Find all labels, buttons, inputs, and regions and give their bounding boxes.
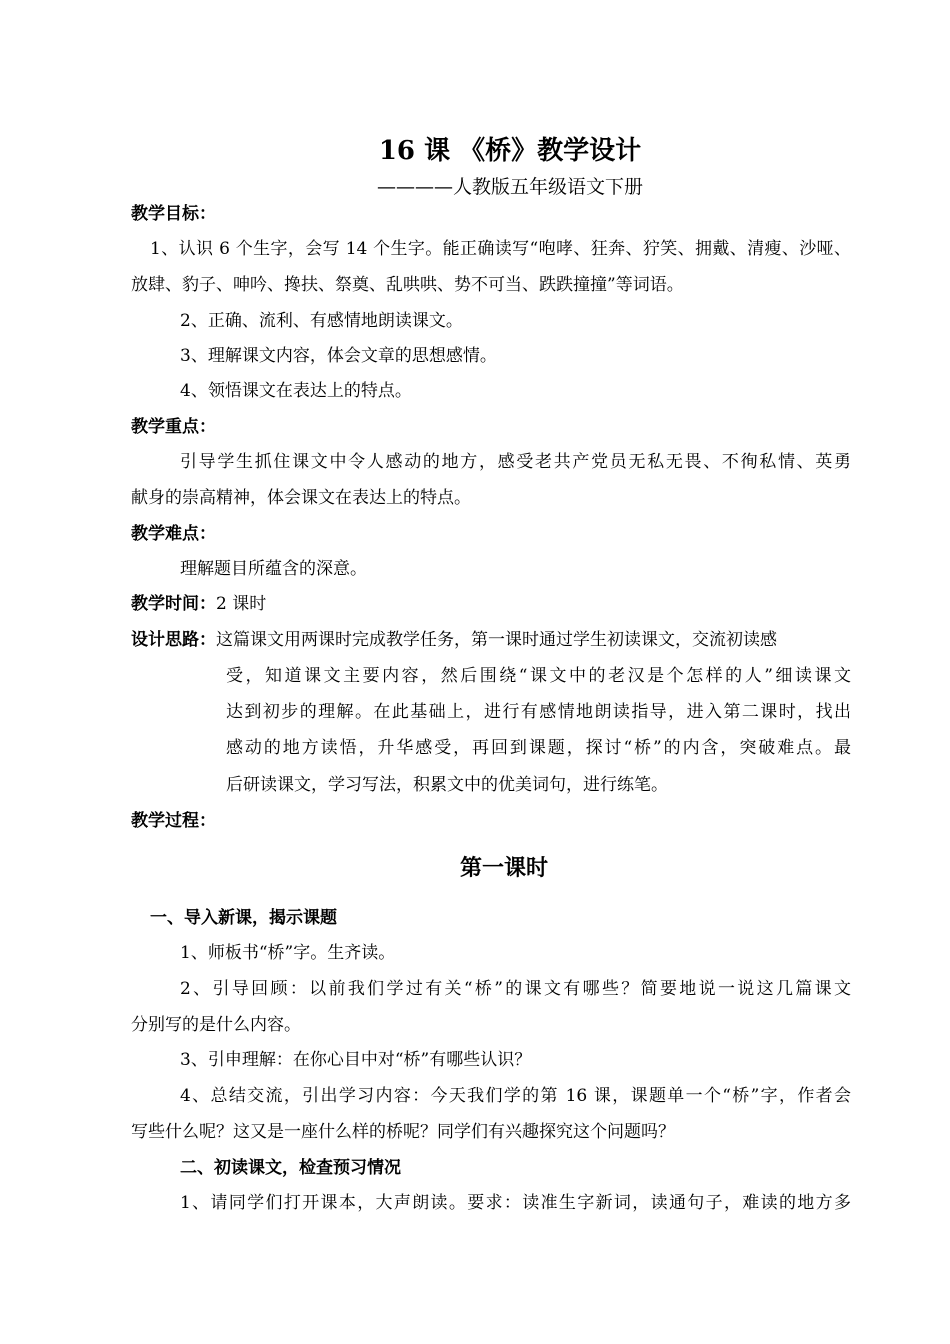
time-text: 2 课时: [216, 594, 267, 614]
part-2-heading: 二、初读课文，检查预习情况: [180, 1158, 401, 1178]
objective-item-4: 4、领悟课文在表达上的特点。: [180, 381, 412, 401]
first-lesson-title: 第一课时: [459, 855, 548, 881]
part-1-item-1: 1、师板书“桥”字。生齐读。: [180, 943, 396, 963]
objective-item-1-line-2: 放肆、豹子、呻吟、搀扶、祭奠、乱哄哄、势不可当、跌跌撞撞”等词语。: [131, 275, 684, 295]
process-heading: 教学过程：: [131, 811, 216, 831]
design-line-1: 这篇课文用两课时完成教学任务，第一课时通过学生初读课文，交流初读感: [216, 630, 777, 650]
difficulties-text: 理解题目所蕴含的深意。: [180, 559, 367, 579]
design-line-5: 后研读课文，学习写法，积累文中的优美词句，进行练笔。: [226, 775, 668, 795]
part-1-item-4-line-1: 4、总结交流，引出学习内容：今天我们学的第 16 课，课题单一个“桥”字，作者会: [180, 1086, 851, 1106]
key-points-line-2: 献身的崇高精神，体会课文在表达上的特点。: [131, 488, 471, 508]
objective-item-2: 2、正确、流利、有感情地朗读课文。: [180, 311, 463, 331]
objectives-heading: 教学目标：: [131, 204, 216, 224]
part-1-heading: 一、导入新课，揭示课题: [150, 908, 337, 928]
part-1-item-3: 3、引申理解：在你心目中对“桥”有哪些认识？: [180, 1050, 532, 1070]
design-line-4: 感动的地方读悟，升华感受，再回到课题，探讨“桥”的内含，突破难点。最: [226, 738, 851, 758]
objective-item-3: 3、理解课文内容，体会文章的思想感情。: [180, 346, 497, 366]
part-1-item-4-line-2: 写些什么呢？这又是一座什么样的桥呢？同学们有兴趣探究这个问题吗？: [131, 1122, 675, 1142]
key-points-heading: 教学重点：: [131, 417, 216, 437]
difficulties-heading: 教学难点：: [131, 524, 216, 544]
time-heading: 教学时间：: [131, 594, 216, 614]
design-line-3: 达到初步的理解。在此基础上，进行有感情地朗读指导，进入第二课时，找出: [226, 702, 851, 722]
document-subtitle: ————人教版五年级语文下册: [376, 176, 643, 198]
part-1-item-2-line-2: 分别写的是什么内容。: [131, 1015, 301, 1035]
design-row: [131, 628, 851, 652]
design-line-2: 受，知道课文主要内容，然后围绕“课文中的老汉是个怎样的人”细读课文: [226, 666, 851, 686]
time-row: [131, 592, 851, 616]
document-title: 16 课 《桥》教学设计: [378, 136, 642, 166]
part-2-item-1-line-1: 1、请同学们打开课本，大声朗读。要求：读准生字新词，读通句子，难读的地方多: [180, 1193, 851, 1213]
objective-item-1-line-1: 1、认识 6 个生字，会写 14 个生字。能正确读写“咆哮、狂奔、狞笑、拥戴、清瘦、沙哑、: [150, 239, 851, 259]
key-points-line-1: 引导学生抓住课文中令人感动的地方，感受老共产党员无私无畏、不徇私情、英勇: [180, 452, 851, 472]
design-heading: 设计思路：: [131, 630, 216, 650]
part-1-item-2-line-1: 2、引导回顾：以前我们学过有关“桥”的课文有哪些？简要地说一说这几篇课文: [180, 979, 851, 999]
